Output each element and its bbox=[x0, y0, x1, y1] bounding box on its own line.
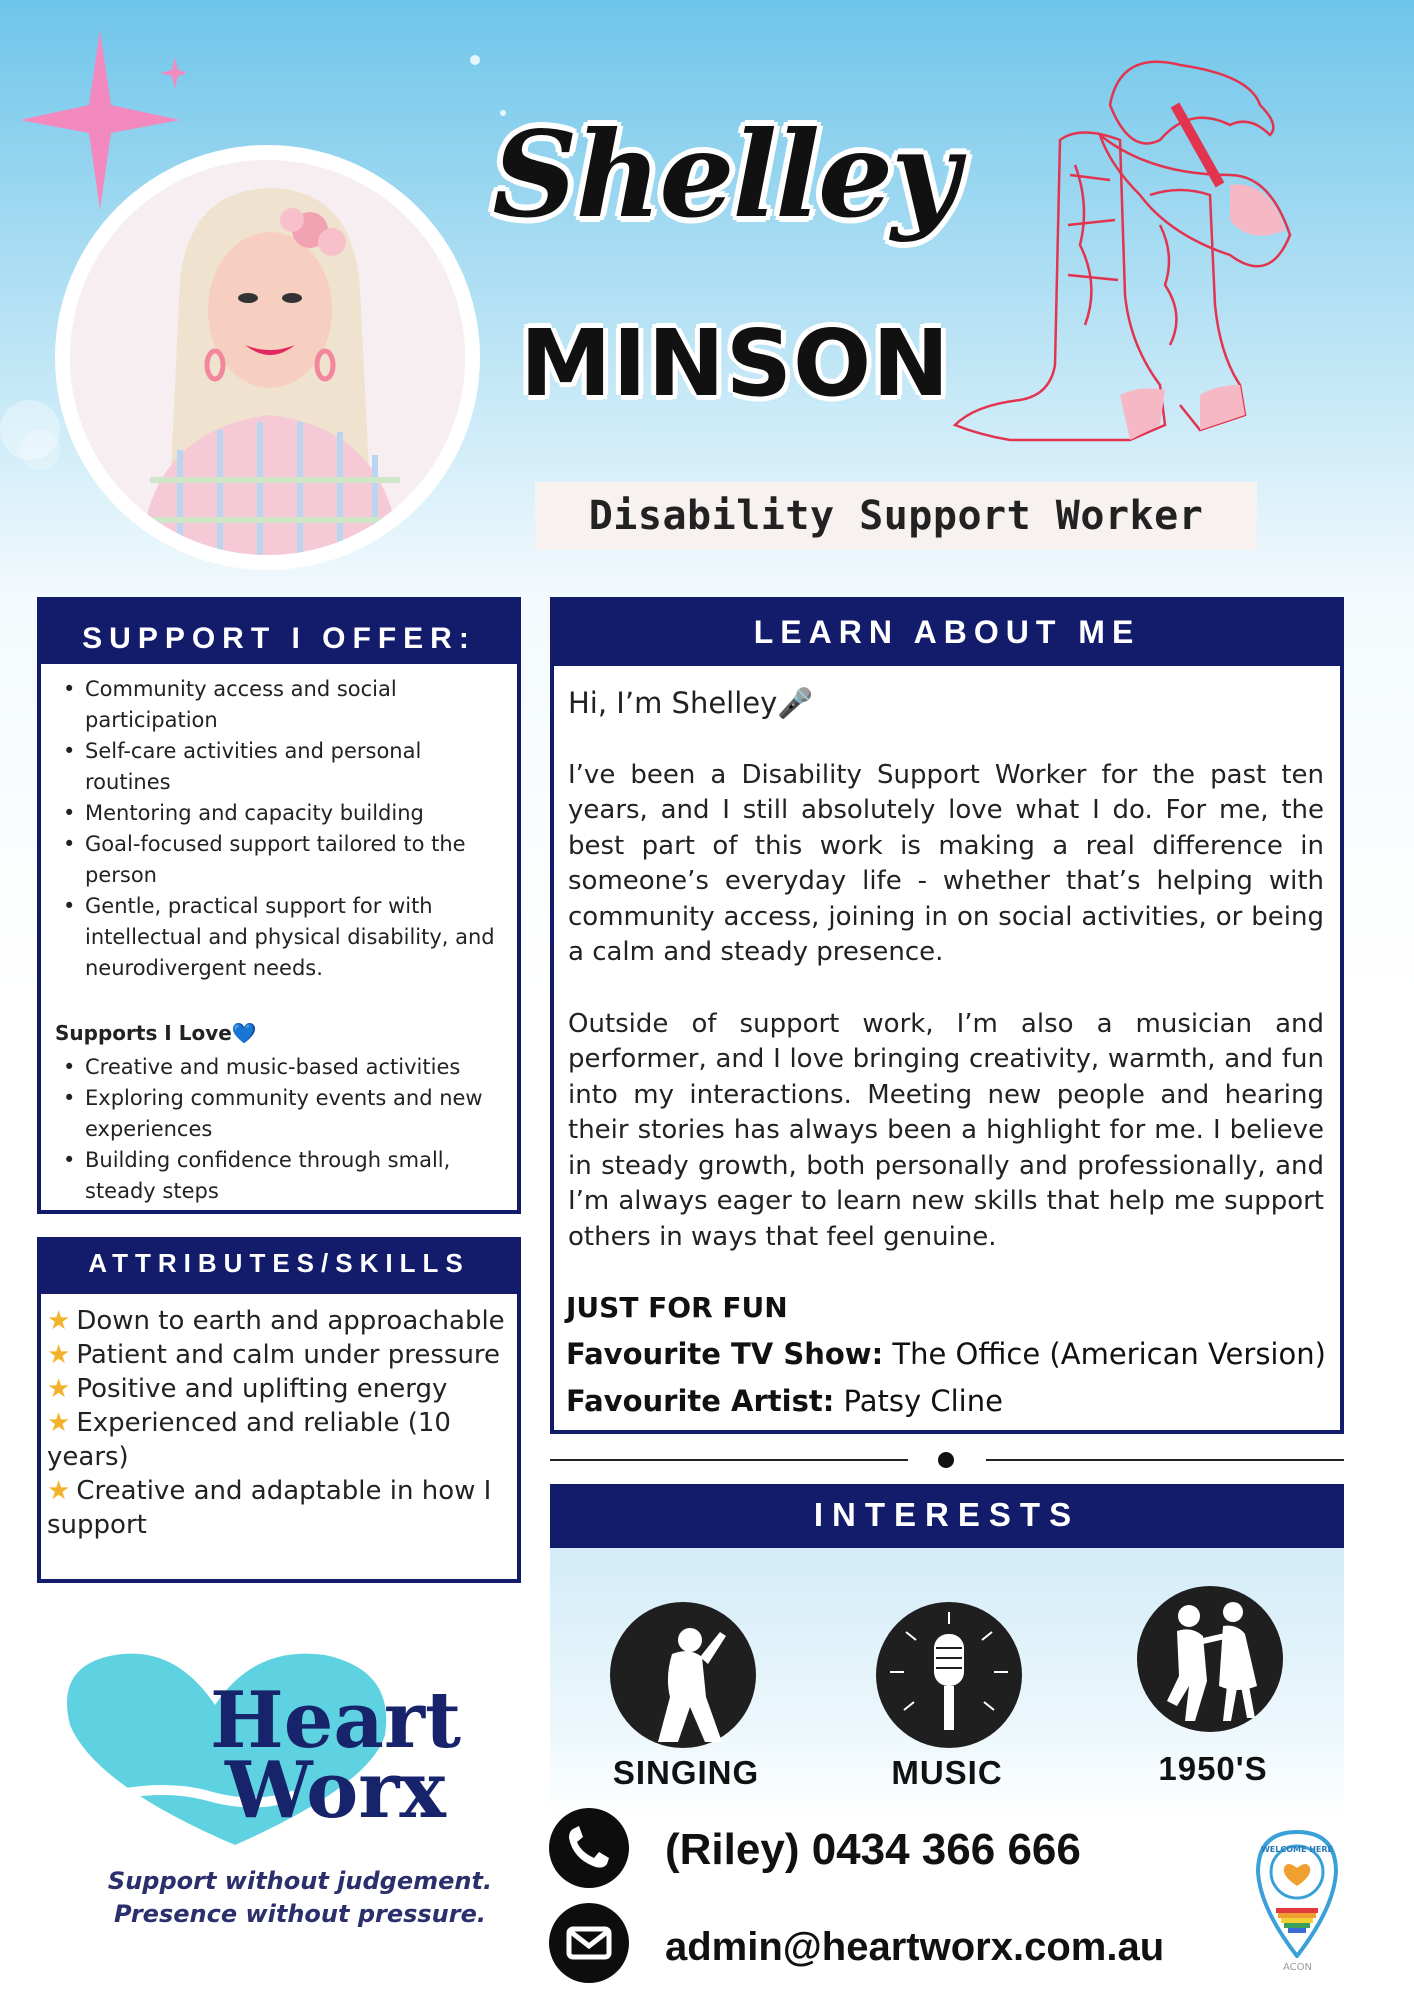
interest-label-music: MUSIC bbox=[891, 1754, 1003, 1791]
attribute-text: Creative and adaptable in how I support bbox=[47, 1476, 492, 1540]
email-address[interactable]: admin@heartworx.com.au bbox=[665, 1925, 1165, 1969]
attribute-item bbox=[47, 1474, 515, 1542]
star-icon: ★ bbox=[47, 1408, 71, 1438]
just-for-fun-heading: JUST FOR FUN bbox=[566, 1291, 788, 1324]
star-icon: ★ bbox=[47, 1340, 71, 1370]
star-icon: ★ bbox=[47, 1306, 71, 1336]
support-list bbox=[55, 674, 510, 984]
cowboy-boots-hat-icon bbox=[950, 45, 1300, 465]
favourite-artist-value: Patsy Cline bbox=[834, 1384, 1003, 1418]
tagline-line-2: Presence without pressure. bbox=[113, 1900, 486, 1928]
about-paragraph: I’ve been a Disability Support Worker for the past ten years, and I still absolutely love what I do. For me, the best part of this work is making a real difference in someone’s everyday life - whether that’s helping with community access, joining in on social activities, or being a calm and steady presence. bbox=[568, 759, 1324, 967]
supports-i-love-heading: Supports I Love💙 bbox=[55, 1021, 257, 1045]
singer-silhouette-icon bbox=[610, 1602, 756, 1748]
favourite-tv-value: The Office (American Version) bbox=[883, 1337, 1326, 1371]
favourite-tv-label: Favourite TV Show: bbox=[566, 1337, 884, 1371]
list-item: • Community access and social participation bbox=[55, 674, 510, 736]
tagline-line-1: Support without judgement. bbox=[107, 1867, 493, 1895]
favourite-tv-show bbox=[566, 1337, 1326, 1371]
list-item: • Mentoring and capacity building bbox=[55, 798, 510, 829]
first-name-heading: Shelley bbox=[492, 105, 958, 244]
list-item: • Goal-focused support tailored to the person bbox=[55, 829, 510, 891]
supports-i-love-list bbox=[55, 1052, 510, 1207]
favourite-artist-label: Favourite Artist: bbox=[566, 1384, 835, 1418]
attribute-item bbox=[47, 1304, 515, 1338]
attribute-text: Patient and calm under pressure bbox=[76, 1340, 501, 1370]
badge-small-text: ACON bbox=[1283, 1962, 1312, 1973]
bokeh-decoration bbox=[20, 430, 60, 470]
interests-heading: INTERESTS bbox=[550, 1484, 1344, 1548]
welcome-here-badge-icon bbox=[1254, 1828, 1340, 1958]
attribute-text: Positive and uplifting energy bbox=[76, 1374, 448, 1404]
support-panel bbox=[37, 660, 521, 1214]
list-item: • Gentle, practical support for with intellectual and physical disability, and neurodivergent needs. bbox=[55, 891, 510, 984]
support-heading: SUPPORT I OFFER: bbox=[37, 597, 521, 663]
phone-number[interactable]: (Riley) 0434 366 666 bbox=[665, 1825, 1081, 1874]
phone-icon[interactable] bbox=[549, 1808, 629, 1888]
envelope-icon[interactable] bbox=[549, 1903, 629, 1983]
divider-dot bbox=[938, 1452, 954, 1468]
dancing-couple-icon bbox=[1137, 1586, 1283, 1732]
list-item: • Building confidence through small, steady steps bbox=[55, 1145, 510, 1207]
attribute-text: Experienced and reliable (10 years) bbox=[47, 1408, 451, 1472]
list-item: • Self-care activities and personal routines bbox=[55, 736, 510, 798]
greeting: Hi, I’m Shelley🎤 bbox=[568, 686, 814, 720]
list-item: • Creative and music-based activities bbox=[55, 1052, 510, 1083]
job-title: Disability Support Worker bbox=[535, 482, 1257, 550]
star-icon: ★ bbox=[47, 1374, 71, 1404]
attributes-panel bbox=[37, 1290, 521, 1583]
interest-label-singing: SINGING bbox=[612, 1754, 760, 1791]
divider-line bbox=[550, 1459, 908, 1461]
attributes-heading: ATTRIBUTES/SKILLS bbox=[37, 1237, 521, 1293]
star-icon: ★ bbox=[47, 1476, 71, 1506]
bokeh-decoration bbox=[470, 55, 480, 65]
microphone-icon bbox=[876, 1602, 1022, 1748]
welcome-here-text: WELCOME HERE bbox=[1260, 1845, 1334, 1854]
attribute-text: Down to earth and approachable bbox=[76, 1306, 505, 1336]
attribute-item bbox=[47, 1372, 515, 1406]
interest-label-1950s: 1950'S bbox=[1158, 1750, 1268, 1787]
list-item: • Exploring community events and new experiences bbox=[55, 1083, 510, 1145]
learn-about-me-panel bbox=[550, 666, 1344, 1434]
favourite-artist bbox=[566, 1384, 1003, 1418]
attribute-item bbox=[47, 1406, 515, 1474]
last-name-heading: MINSON bbox=[520, 310, 951, 417]
logo-word-worx: Worx bbox=[225, 1745, 446, 1836]
profile-photo bbox=[70, 160, 465, 555]
attribute-item bbox=[47, 1338, 515, 1372]
learn-about-me-heading: LEARN ABOUT ME bbox=[550, 597, 1344, 669]
about-paragraph: Outside of support work, I’m also a musician and performer, and I love bringing creativity, warmth, and fun into my interactions. Meeting new people and hearing their stories has always been a highlight for me. I believe in steady growth, both personally and professionally, and I’m always eager to learn new skills that help me support others in ways that feel genuine. bbox=[568, 1008, 1324, 1252]
divider-line bbox=[986, 1459, 1344, 1461]
logo-word-heart: Heart bbox=[210, 1675, 461, 1766]
